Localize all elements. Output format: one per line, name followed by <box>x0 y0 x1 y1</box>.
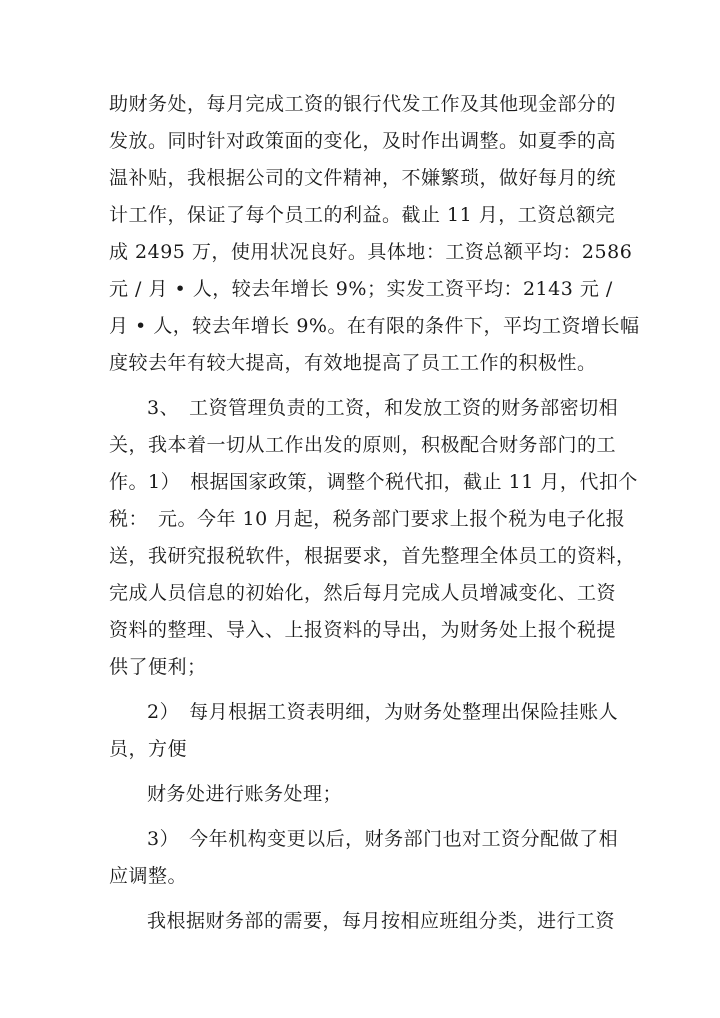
text-line: 月 • 人，较去年增长 9%。在有限的条件下，平均工资增长幅 <box>109 315 640 337</box>
text-line: 我根据财务部的需要，每月按相应班组分类，进行工资 <box>147 910 616 932</box>
text-line: 发放。同时针对政策面的变化，及时作出调整。如夏季的高 <box>109 130 617 152</box>
text-line: 财务处进行账务处理； <box>147 783 343 805</box>
text-line: 助财务处，每月完成工资的银行代发工作及其他现金部分的 <box>109 93 617 115</box>
text-line: 度较去年有较大提高，有效地提高了员工工作的积极性。 <box>109 352 597 374</box>
text-line: 关，我本着一切从工作出发的原则，积极配合财务部门的工 <box>109 434 617 456</box>
text-line: 员，方便 <box>109 738 188 760</box>
text-line: 应调整。 <box>109 865 188 887</box>
text-line: 3、 工资管理负责的工资，和发放工资的财务部密切相 <box>147 397 619 419</box>
text-line: 计工作，保证了每个员工的利益。截止 11 月，工资总额完 <box>109 204 616 226</box>
text-line: 2） 每月根据工资表明细，为财务处整理出保险挂账人 <box>147 701 619 723</box>
text-line: 温补贴，我根据公司的文件精神，不嫌繁琐，做好每月的统 <box>109 167 617 189</box>
text-line: 成 2495 万，使用状况良好。具体地：工资总额平均：2586 <box>109 241 633 263</box>
text-line: 3） 今年机构变更以后，财务部门也对工资分配做了相 <box>147 828 619 850</box>
text-line: 完成人员信息的初始化，然后每月完成人员增减变化、工资 <box>109 582 617 604</box>
text-line: 资料的整理、导入、上报资料的导出，为财务处上报个税提 <box>109 619 617 641</box>
text-line: 元 / 月 • 人，较去年增长 9%；实发工资平均：2143 元 / <box>109 278 613 300</box>
text-line: 作。1） 根据国家政策，调整个税代扣，截止 11 月，代扣个 <box>109 471 638 493</box>
text-line: 送，我研究报税软件，根据要求，首先整理全体员工的资料， <box>109 545 636 567</box>
text-line: 供了便利； <box>109 656 207 678</box>
text-line: 税： 元。今年 10 月起，税务部门要求上报个税为电子化报 <box>109 508 626 530</box>
